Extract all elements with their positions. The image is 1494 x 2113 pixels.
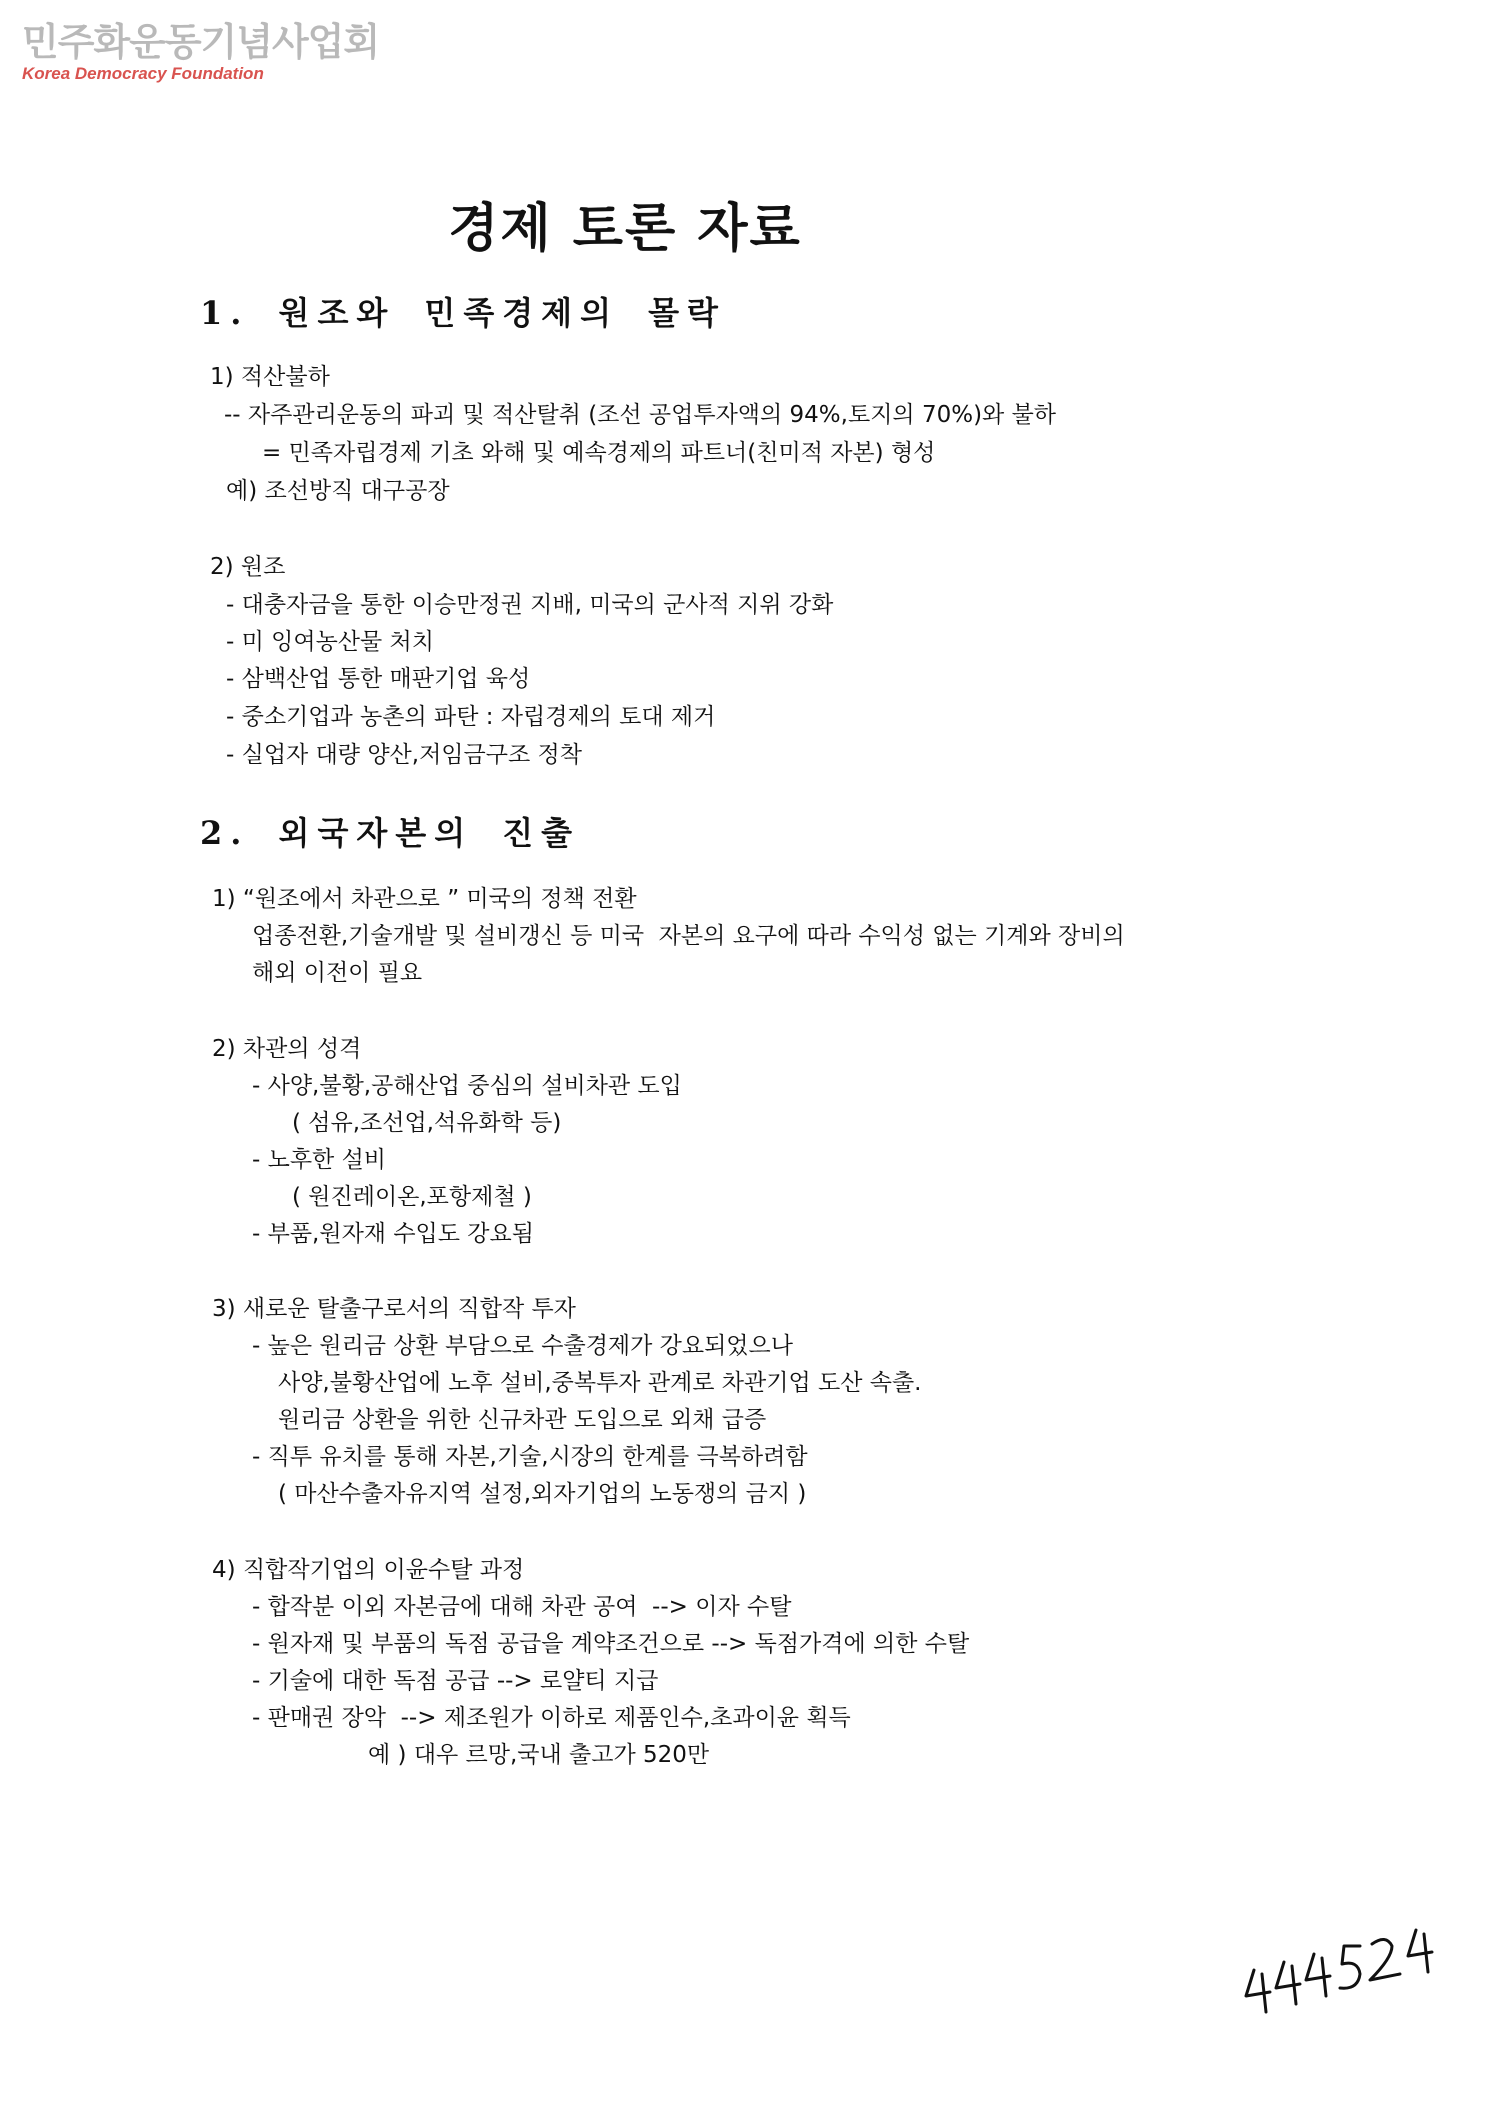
list-item: - 미 잉여농산물 처치	[226, 629, 434, 655]
list-item: - 삼백산업 통한 매판기업 육성	[226, 666, 531, 692]
section-heading-2: 2. 외국자본의 진출	[200, 814, 581, 852]
list-item: 원리금 상환을 위한 신규차관 도입으로 외채 급증	[278, 1407, 767, 1433]
foundation-logo	[22, 20, 379, 84]
list-item: 3) 새로운 탈출구로서의 직합작 투자	[212, 1296, 576, 1322]
list-item: - 직투 유치를 통해 자본,기술,시장의 한계를 극복하려함	[252, 1444, 808, 1470]
list-item: - 대충자금을 통한 이승만정권 지배, 미국의 군사적 지위 강화	[226, 592, 834, 618]
list-item: - 판매권 장악 --> 제조원가 이하로 제품인수,초과이윤 획득	[252, 1705, 851, 1731]
section-heading-1: 1. 원조와 민족경제의 몰락	[200, 294, 726, 332]
list-item: 해외 이전이 필요	[252, 960, 423, 986]
list-item: 업종전환,기술개발 및 설비갱신 등 미국 자본의 요구에 따라 수익성 없는 기계와 장비의	[252, 923, 1125, 949]
list-item: 4) 직합작기업의 이윤수탈 과정	[212, 1557, 525, 1583]
list-item: 사양,불황산업에 노후 설비,중복투자 관계로 차관기업 도산 속출.	[278, 1370, 922, 1396]
list-item: 예) 조선방직 대구공장	[226, 478, 450, 504]
list-item: - 부품,원자재 수입도 강요됨	[252, 1221, 534, 1247]
list-item: ( 섬유,조선업,석유화학 등)	[292, 1110, 562, 1136]
list-item: - 높은 원리금 상환 부담으로 수출경제가 강요되었으나	[252, 1333, 793, 1359]
list-item: -- 자주관리운동의 파괴 및 적산탈취 (조선 공업투자액의 94%,토지의 70%)와 불하	[224, 402, 1057, 428]
list-item: - 합작분 이외 자본금에 대해 차관 공여 --> 이자 수탈	[252, 1594, 792, 1620]
list-item: - 사양,불황,공해산업 중심의 설비차관 도입	[252, 1073, 682, 1099]
list-item: 2) 원조	[210, 554, 286, 580]
list-item: 1) 적산불하	[210, 364, 330, 390]
list-item: 1) “원조에서 차관으로 ” 미국의 정책 전환	[212, 886, 637, 912]
list-item: ( 마산수출자유지역 설정,외자기업의 노동쟁의 금지 )	[278, 1481, 807, 1507]
handwritten-number	[1240, 1900, 1460, 2020]
list-item: ( 원진레이온,포항제철 )	[292, 1184, 532, 1210]
list-item: 2) 차관의 성격	[212, 1036, 362, 1062]
list-item: - 중소기업과 농촌의 파탄 : 자립경제의 토대 제거	[226, 704, 716, 730]
list-item: = 민족자립경제 기초 와해 및 예속경제의 파트너(친미적 자본) 형성	[262, 440, 936, 466]
logo-english-text: Korea Democracy Foundation	[22, 64, 264, 83]
logo-korean-text: 민주화운동기념사업회	[22, 20, 380, 64]
list-item: - 원자재 및 부품의 독점 공급을 계약조건으로 --> 독점가격에 의한 수탈	[252, 1631, 970, 1657]
document-title: 경제 토론 자료	[448, 198, 802, 259]
list-item: - 실업자 대량 양산,저임금구조 정착	[226, 742, 582, 768]
list-item: - 기술에 대한 독점 공급 --> 로얄티 지급	[252, 1668, 659, 1694]
list-item: 예 ) 대우 르망,국내 출고가 520만	[368, 1742, 710, 1768]
list-item: - 노후한 설비	[252, 1147, 387, 1173]
